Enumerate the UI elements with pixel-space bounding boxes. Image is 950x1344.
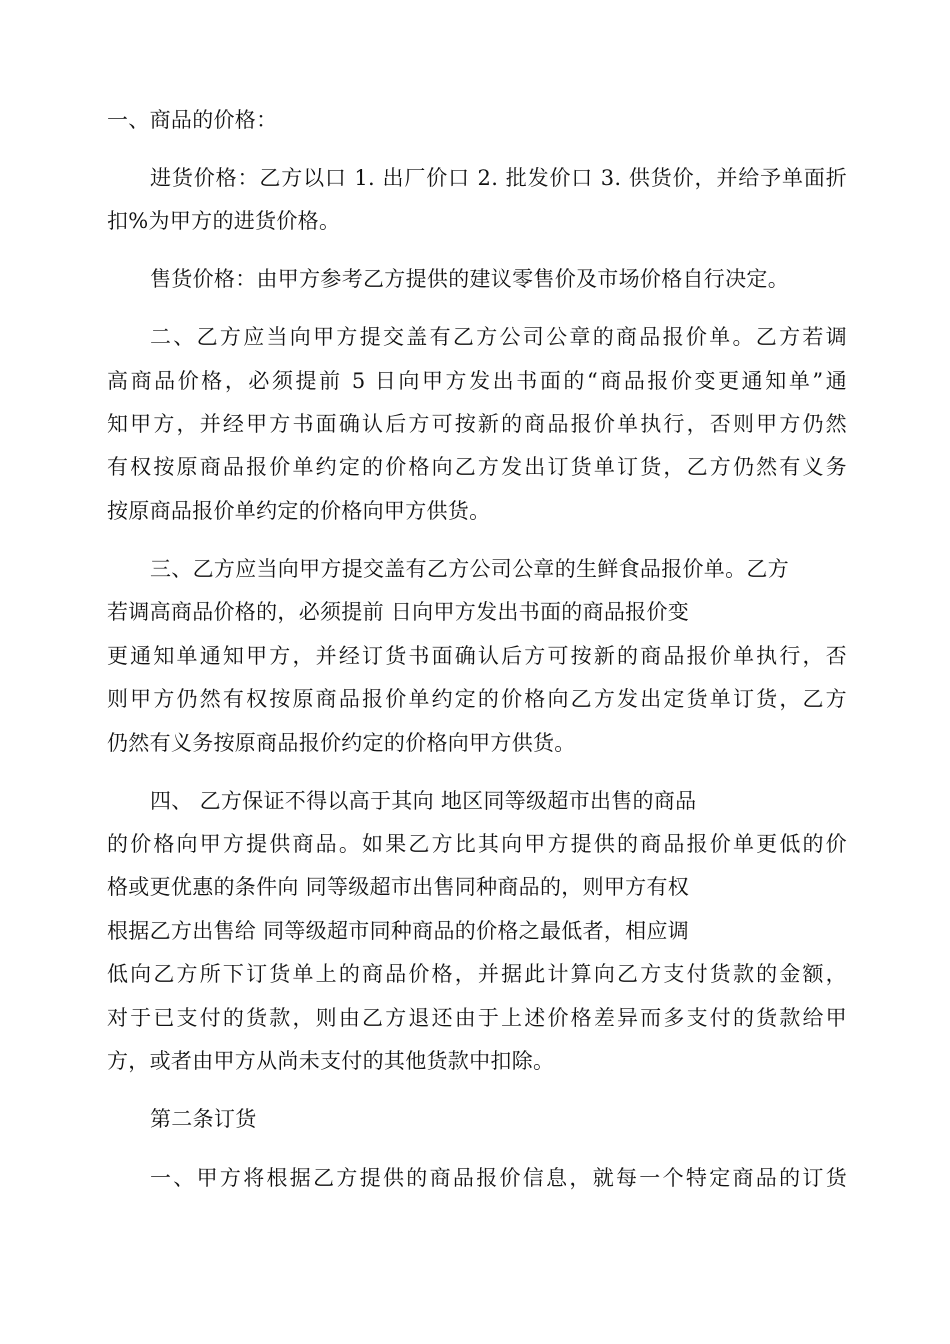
paragraph-purchase-price-line-1: 进货价格：乙方以口 1. 出厂价口 2. 批发价口 3. 供货价，并给予单面折: [150, 166, 847, 190]
clause-four-line-5: 低向乙方所下订货单上的商品价格，并据此计算向乙方支付货款的金额，: [107, 962, 847, 986]
clause-three-line-1: 三、乙方应当向甲方提交盖有乙方公司公章的生鲜食品报价单。乙方: [150, 557, 789, 581]
clause-three-line-3: 更通知单通知甲方，并经订货书面确认后方可按新的商品报价单执行，否: [107, 644, 847, 668]
paragraph-sale-price: 售货价格：由甲方参考乙方提供的建议零售价及市场价格自行决定。: [150, 267, 789, 291]
clause-two-line-2: 高商品价格，必须提前 5 日向甲方发出书面的“商品报价变更通知单”通: [107, 369, 847, 393]
clause-three-line-2: 若调高商品价格的，必须提前 日向甲方发出书面的商品报价变: [107, 600, 690, 624]
clause-two-line-5: 按原商品报价单约定的价格向甲方供货。: [107, 499, 491, 523]
clause-four-line-2: 的价格向甲方提供商品。如果乙方比其向甲方提供的商品报价单更低的价: [107, 832, 847, 856]
section-heading-price: 一、商品的价格：: [107, 108, 278, 132]
clause-three-line-4: 则甲方仍然有权按原商品报价单约定的价格向乙方发出定货单订货，乙方: [107, 687, 847, 711]
clause-four-line-3: 格或更优惠的条件向 同等级超市出售同种商品的，则甲方有权: [107, 875, 690, 899]
clause-four-line-6: 对于已支付的货款，则由乙方退还由于上述价格差异而多支付的货款给甲: [107, 1006, 847, 1030]
paragraph-purchase-price-line-2: 扣%为甲方的进货价格。: [107, 209, 341, 233]
clause-two-line-1: 二、乙方应当向甲方提交盖有乙方公司公章的商品报价单。乙方若调: [150, 325, 847, 349]
clause-four-line-4: 根据乙方出售给 同等级超市同种商品的价格之最低者，相应调: [107, 919, 690, 943]
clause-two-line-4: 有权按原商品报价单约定的价格向乙方发出订货单订货，乙方仍然有义务: [107, 455, 847, 479]
section-heading-ordering: 第二条订货: [150, 1107, 257, 1131]
ordering-clause-one-line-1: 一、甲方将根据乙方提供的商品报价信息，就每一个特定商品的订货: [150, 1166, 847, 1190]
clause-four-line-7: 方，或者由甲方从尚未支付的其他货款中扣除。: [107, 1049, 555, 1073]
clause-three-line-5: 仍然有义务按原商品报价约定的价格向甲方供货。: [107, 731, 576, 755]
clause-two-line-3: 知甲方，并经甲方书面确认后方可按新的商品报价单执行，否则甲方仍然: [107, 412, 847, 436]
clause-four-line-1: 四、 乙方保证不得以高于其向 地区同等级超市出售的商品: [150, 789, 697, 813]
